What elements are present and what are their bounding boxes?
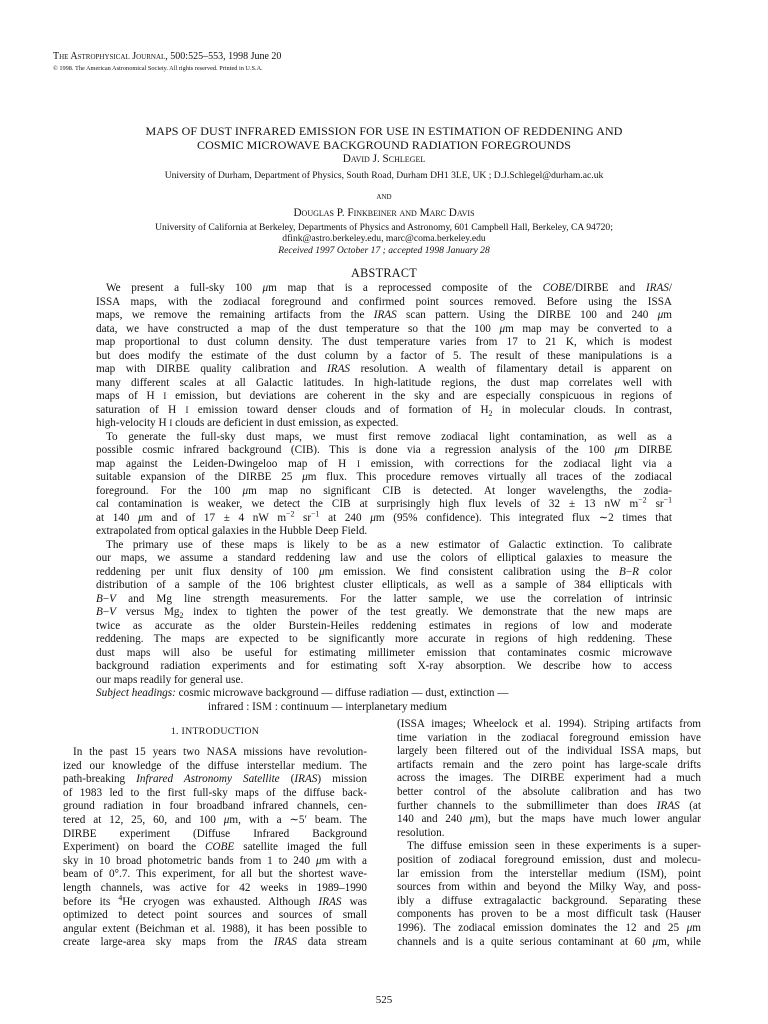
author-emails: dfink@astro.berkeley.edu, marc@coma.berkeley.edu — [282, 233, 486, 244]
affiliation-1: University of Durham, Department of Physics, South Road, Durham DH1 3LE, UK ; D.J.Schlegel@durham.ac.uk — [164, 170, 604, 181]
title-line-2: COSMIC MICROWAVE BACKGROUND RADIATION FOREGROUNDS — [196, 138, 572, 152]
author-1: David J. Schlegel — [342, 153, 426, 165]
section-heading-introduction: 1. INTRODUCTION — [170, 726, 260, 737]
title-line-1: MAPS OF DUST INFRARED EMISSION FOR USE IN ESTIMATION OF REDDENING AND — [145, 124, 623, 138]
subject-headings — [96, 687, 672, 701]
paper-title — [60, 124, 708, 152]
page-number: 525 — [375, 994, 393, 1006]
journal-citation — [53, 51, 281, 63]
abstract-body: We present a full-sky 100 μm map that is a reprocessed composite of the COBE/DIRBE and IRAS/ ISSA maps, with the zodiacal foreground and confirmed point sources removed. Before using the ISSA maps, we remove the remaining artifacts from the IRAS scan pattern. Using the DIRBE 100 and 240 μm data, we have constructed a map of the dust temperature so that the 100 μm map may be converted to a map proportional to dust column density. The dust temperature varies from 17 to 21 K, which is modest but does modify the estimate of the dust column by a factor of 5. The result of these manipulations is a map with DIRBE quality calibration and IRAS resolution. A wealth of filamentary detail is apparent on many different scales at all Galactic latitudes. In high-latitude regions, the dust map correlates well with maps of H I emission, but deviations are coherent in the sky and are especially conspicuous in regions of saturation of H I emission toward denser clouds and of formation of $H_2$ in molecular clouds. In contrast, high-velocity H I clouds are deficient in dust emission, as expected. To generate the full-sky dust maps, we must first remove zodiacal light contamination, as well as a possible cosmic infrared background (CIB). This is done via a regression analysis of the 100 μm DIRBE map against the Leiden-Dwingeloo map of H I emission, with corrections for the zodiacal light via a suitable expansion of the DIRBE 25 μm flux. This procedure removes virtually all traces of the zodiacal foreground. For the 100 μm map no significant CIB is detected. At longer wavelengths, the zodia- cal contamination is weaker, we detect the CIB at surprisingly high flux levels of 32 ± 13 nW $m^{-2}$ $sr^{-1}$ at 140 μm and of 17 ± 4 nW $m^{-2}$ $sr^{-1}$ at 240 μm (95% confidence). This integrated flux ∼2 times that extrapolated from optical galaxies in the Hubble Deep Field. The primary use of these maps is likely to be as a new estimator of Galactic extinction. To calibrate our maps, we assume a standard reddening law and use the colors of elliptical galaxies to measure the reddening per unit flux density of 100 μm emission. We find consistent calibration using the B−R color distribution of a sample of the 106 brightest cluster ellipticals, as well as a sample of 384 ellipticals with B−V and Mg line strength measurements. For the latter sample, we use the correlation of intrinsic B−V versus $Mg_2$ index to tighten the power of the test greatly. We demonstrate that the new maps are twice as accurate as the older Burstein-Heiles reddening estimates in regions of low and moderate reddening. The maps are expected to be significantly more accurate in regions of high reddening. These dust maps will also be useful for estimating millimeter emission that contaminates cosmic microwave background radiation experiments and for estimating soft X-ray absorption. We describe how to access our maps readily for general use. Subject headings: cosmic microwave background — diffuse radiation — dust, extinction — infrared : ISM : continuum — interplanetary medium — [96, 282, 673, 713]
column-right: (ISSA images; Wheelock et al. 1994). Striping artifacts from time variation in the zodiacal foreground emission have largely been filtered out of the individual ISSA maps, but artifacts remain and the zero point has large-scale drifts across the images. The DIRBE experiment had a much better control of the absolute calibration and has two further channels to the submillimeter than does IRAS (at 140 and 240 μm), but the maps have much lower angular resolution. The diffuse emission seen in these experiments is a super- position of zodiacal foreground emission, dust and molecu- lar emission from the interstellar medium (ISM), point sources from within and beyond the Milky Way, and poss- ibly a diffuse extragalactic background. Separating these components has proven to be a most difficult task (Hauser 1996). The zodiacal emission dominates the 12 and 25 μm channels and is a quite serious contaminant at 60 μm, while — [397, 718, 702, 948]
received-dates: Received 1997 October 17 ; accepted 1998 January 28 — [278, 245, 490, 256]
copyright-notice: © 1998. The American Astronomical Society. All rights reserved. Printed in U.S.A. — [53, 65, 263, 72]
abstract-heading: ABSTRACT — [350, 266, 418, 280]
subject-headings-line-2: infrared : ISM : continuum — interplanetary medium — [208, 700, 447, 713]
author-2: Douglas P. Finkbeiner and Marc Davis — [293, 207, 475, 219]
affiliation-2: University of California at Berkeley, Departments of Physics and Astronomy, 601 Campbell Hall, Berkeley, CA 94720; — [155, 222, 613, 233]
column-left: In the past 15 years two NASA missions have revolution- ized our knowledge of the diffuse interstellar medium. The path-breaking Infrared Astronomy Satellite (IRAS) mission of 1983 led to the first full-sky maps of the diffuse back- ground radiation in four broadband infrared channels, cen- tered at 12, 25, 60, and 100 μm, with a ∼5′ beam. The DIRBE experiment (Diffuse Infrared Background Experiment) on board the COBE satellite imaged the full sky in 10 broad photometric bands from 1 to 240 μm with a beam of 0°.7. This experiment, for all but the shortest wave- length channels, was active for 42 weeks in 1989–1990 before its $^4$He cryogen was exhausted. Although IRAS was optimized to detect point sources and sources of small angular extent (Beichman et al. 1988), it has been possible to create large-area sky maps from the IRAS data stream — [63, 746, 368, 949]
and-separator: and — [376, 192, 392, 202]
subject-headings-label: Subject headings: — [96, 687, 176, 699]
journal-volume-pages: , 500:525–553, 1998 June 20 — [165, 51, 282, 62]
journal-name: The Astrophysical Journal — [53, 51, 166, 62]
subject-headings-line-1: cosmic microwave background — diffuse radiation — dust, extinction — — [175, 687, 509, 699]
